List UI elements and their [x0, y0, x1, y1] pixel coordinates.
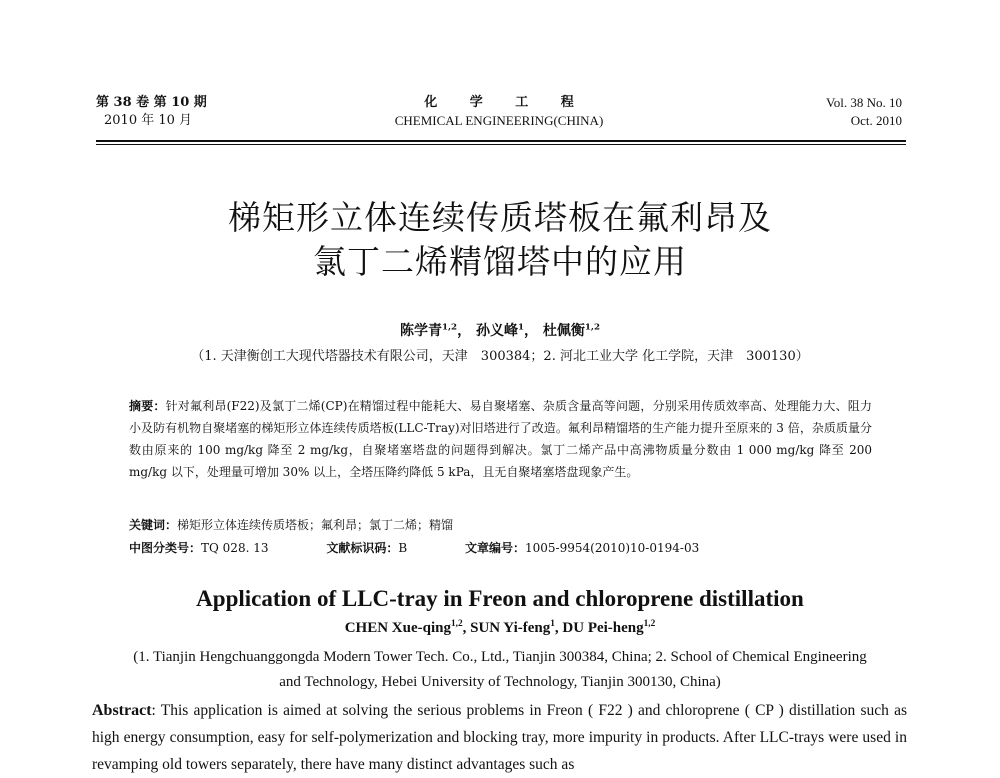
- authors-en: [0, 620, 1000, 637]
- doc-label: 文献标识码：: [326, 541, 399, 555]
- author-sep: ，: [524, 323, 539, 339]
- journal-name-cn: 化 学 工 程: [424, 95, 588, 110]
- article-number: [465, 538, 699, 558]
- author-cn: 陈学青: [400, 323, 442, 339]
- author-cn-affil: 1: [517, 322, 525, 333]
- author-sep: ,: [462, 620, 471, 636]
- author-sep: ,: [554, 620, 563, 636]
- title-en: Application of LLC-tray in Freon and chloroprene distillation: [196, 586, 804, 611]
- clc-value: TQ 028. 13: [201, 541, 269, 555]
- header-right: [826, 94, 902, 130]
- title-cn-line1: 梯矩形立体连续传质塔板在氟利昂及: [228, 198, 772, 237]
- document-code: [326, 538, 407, 558]
- authors-cn: [0, 320, 1000, 340]
- author-en-affil: 1,2: [643, 619, 656, 629]
- abstract-en-text: : This application is aimed at solving the serious problems in Freon ( F22 ) and chloroprene ( CP ) distillation such as high energy consumption, easy for self-polymerization and blocking tray, more impurity in products. After LLC-trays were used in revamping old towers separately, there have many distinct advantages such as: [92, 702, 907, 773]
- keywords-cn-label: 关键词：: [129, 518, 178, 532]
- title-cn: [0, 196, 1000, 284]
- doc-value: B: [398, 541, 408, 555]
- author-en: CHEN Xue-qing: [344, 620, 451, 636]
- author-en: DU Pei-heng: [562, 620, 644, 636]
- author-cn-affil: 1,2: [442, 322, 458, 333]
- keywords-cn: [129, 515, 872, 535]
- date-en: Oct. 2010: [850, 113, 902, 128]
- affiliation-en: (1. Tianjin Hengchuanggongda Modern Tower Tech. Co., Ltd., Tianjin 300384, China; 2. School of Chemical Engineering and Technology, Hebei University of Technology, Tianjin 300130, China): [133, 649, 867, 690]
- header-rule-thin: [96, 144, 906, 145]
- author-en: SUN Yi-feng: [470, 620, 551, 636]
- issue-cn: 第 38 卷 第 10 期: [96, 95, 207, 110]
- article-label: 文章编号：: [464, 541, 525, 555]
- clc-label: 中图分类号：: [129, 541, 202, 555]
- abstract-en: [92, 697, 907, 778]
- abstract-cn: [129, 395, 872, 483]
- header-rule-thick: [96, 140, 906, 142]
- author-sep: ，: [457, 323, 472, 339]
- journal-name-en: CHEMICAL ENGINEERING(CHINA): [394, 113, 604, 128]
- abstract-en-label: Abstract: [92, 702, 152, 719]
- volume-en: Vol. 38 No. 10: [826, 95, 902, 110]
- author-cn: 杜佩衡: [542, 323, 585, 339]
- affiliation-cn: （1. 天津衡创工大现代塔器技术有限公司，天津 300384；2. 河北工业大学 化工学院，天津 300130）: [191, 349, 809, 364]
- keywords-cn-text: 梯矩形立体连续传质塔板；氟利昂；氯丁二烯；精馏: [177, 518, 454, 532]
- author-cn: 孙义峰: [475, 323, 518, 339]
- article-value: 1005-9954(2010)10-0194-03: [525, 541, 700, 555]
- classification-line: [129, 538, 872, 558]
- header-center: [96, 94, 902, 130]
- running-header: [96, 94, 902, 138]
- abstract-cn-label: 摘要：: [129, 399, 166, 413]
- clc-number: [129, 538, 268, 558]
- author-cn-affil: 1,2: [584, 322, 600, 333]
- date-cn: 2010 年 10 月: [104, 113, 193, 128]
- author-en-affil: 1,2: [450, 619, 463, 629]
- title-cn-line2: 氯丁二烯精馏塔中的应用: [313, 242, 687, 281]
- author-en-affil: 1: [550, 619, 555, 629]
- abstract-cn-text: 针对氟利昂(F22)及氯丁二烯(CP)在精馏过程中能耗大、易自聚堵塞、杂质含量高等问题，分别采用传质效率高、处理能力大、阻力小及防有机物自聚堵塞的梯矩形立体连续传质塔板(LLC-Tray)对旧塔进行了改造。氟利昂精馏塔的生产能力提升至原来的 3 倍，杂质质量分数由原来的 100 mg/kg 降至 2 mg/kg，自聚堵塞塔盘的问题得到解决。氯丁二烯产品中高沸物质量分数由 1 000 mg/kg 降至 200 mg/kg 以下，处理量可增加 30% 以上，全塔压降约降低 5 kPa，且无自聚堵塞塔盘现象产生。: [129, 399, 872, 479]
